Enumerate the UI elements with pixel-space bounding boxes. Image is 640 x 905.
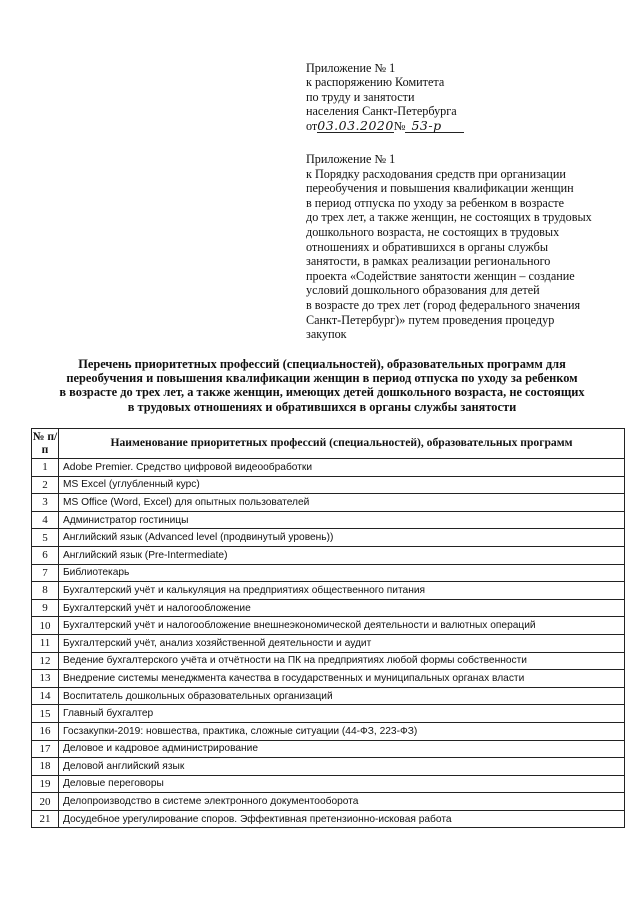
program-name: Английский язык (Advanced level (продвинутый уровень)) — [59, 529, 625, 547]
program-name: Воспитатель дошкольных образовательных организаций — [59, 687, 625, 705]
annex-2-title: Приложение № 1 — [306, 152, 396, 166]
program-name: Бухгалтерский учёт и налогообложение внешнеэкономической деятельности и валютных операций — [59, 617, 625, 635]
annex-2-line: занятости, в рамках реализации регионального — [306, 254, 551, 269]
row-number: 12 — [32, 652, 59, 670]
table-row — [32, 459, 625, 477]
table-row — [32, 775, 625, 793]
program-name: Adobe Premier. Средство цифровой видеообработки — [59, 459, 625, 477]
annex-2-line: в период отпуска по уходу за ребенком в возрасте — [306, 195, 564, 210]
program-name: Внедрение системы менеджмента качества в государственных и муниципальных органах власти — [59, 670, 625, 688]
table-row — [32, 793, 625, 811]
program-name: Деловое и кадровое администрирование — [59, 740, 625, 758]
table-body — [32, 459, 625, 828]
row-number: 7 — [32, 564, 59, 582]
table-row — [32, 617, 625, 635]
table-row — [32, 546, 625, 564]
row-number: 6 — [32, 546, 59, 564]
annex-2-line: проекта «Содействие занятости женщин – создание — [306, 268, 575, 283]
row-number: 10 — [32, 617, 59, 635]
table-row — [32, 494, 625, 512]
date-prefix: от — [306, 118, 318, 133]
handwritten-date: 03.03.2020 — [317, 117, 394, 133]
program-name: Главный бухгалтер — [59, 705, 625, 723]
table-row — [32, 758, 625, 776]
annex-2-line: Санкт-Петербург)» путем проведения процедур — [306, 312, 555, 327]
table-row — [32, 652, 625, 670]
table-row — [32, 705, 625, 723]
annex-1-date-line — [306, 119, 464, 133]
row-number: 19 — [32, 775, 59, 793]
title-line: Перечень приоритетных профессий (специальностей), образовательных программ для — [78, 357, 566, 371]
row-number: 5 — [32, 529, 59, 547]
program-name: Администратор гостиницы — [59, 511, 625, 529]
annex-1-header — [306, 61, 464, 133]
program-name: Библиотекарь — [59, 564, 625, 582]
row-number: 3 — [32, 494, 59, 512]
annex-2-line: в возрасте до трех лет (город федерального значения — [306, 297, 581, 312]
annex-2-header — [306, 152, 592, 342]
annex-2-body — [306, 167, 592, 342]
annex-1-line: к распоряжению Комитета — [306, 75, 445, 90]
row-number: 18 — [32, 758, 59, 776]
title-line: переобучения и повышения квалификации женщин в период отпуска по уходу за ребенком — [66, 371, 578, 386]
column-header-number: № п/п — [32, 429, 59, 459]
annex-1-line: населения Санкт-Петербурга — [306, 104, 457, 119]
row-number: 20 — [32, 793, 59, 811]
program-name: Досудебное урегулирование споров. Эффективная претензионно-исковая работа — [59, 810, 625, 828]
annex-2-line: условий дошкольного образования для детей — [306, 283, 540, 298]
table-row — [32, 476, 625, 494]
row-number: 14 — [32, 687, 59, 705]
annex-1-line: по труду и занятости — [306, 89, 415, 104]
table-row — [32, 564, 625, 582]
annex-2-line: дошкольного возраста, не состоящих в трудовых — [306, 224, 560, 239]
table-row — [32, 529, 625, 547]
annex-2-line: отношениях и обратившихся в органы службы — [306, 239, 549, 254]
row-number: 4 — [32, 511, 59, 529]
table-row — [32, 634, 625, 652]
row-number: 13 — [32, 670, 59, 688]
table-row — [32, 582, 625, 600]
annex-2-line: к Порядку расходования средств при организации — [306, 166, 566, 181]
handwritten-number: 53-р — [405, 120, 463, 133]
annex-1-title: Приложение № 1 — [306, 61, 396, 75]
table-row — [32, 670, 625, 688]
program-name: Бухгалтерский учёт и калькуляция на предприятиях общественного питания — [59, 582, 625, 600]
program-name: MS Excel (углубленный курс) — [59, 476, 625, 494]
table-row — [32, 511, 625, 529]
table-row — [32, 740, 625, 758]
title-line: в трудовых отношениях и обратившихся в органы службы занятости — [127, 399, 517, 414]
row-number: 16 — [32, 722, 59, 740]
annex-2-line: закупок — [306, 327, 347, 342]
program-name: Делопроизводство в системе электронного документооборота — [59, 793, 625, 811]
program-name: MS Office (Word, Excel) для опытных пользователей — [59, 494, 625, 512]
document-title — [22, 357, 622, 414]
program-name: Деловой английский язык — [59, 758, 625, 776]
row-number: 8 — [32, 582, 59, 600]
number-prefix: № — [393, 118, 406, 133]
table-row — [32, 599, 625, 617]
program-name: Госзакупки-2019: новшества, практика, сложные ситуации (44-ФЗ, 223-ФЗ) — [59, 722, 625, 740]
row-number: 15 — [32, 705, 59, 723]
program-name: Бухгалтерский учёт, анализ хозяйственной деятельности и аудит — [59, 634, 625, 652]
row-number: 11 — [32, 634, 59, 652]
table-header-row — [32, 429, 625, 459]
title-line: в возрасте до трех лет, а также женщин, имеющих детей дошкольного возраста, не состоящих — [59, 385, 585, 400]
row-number: 1 — [32, 459, 59, 477]
program-name: Ведение бухгалтерского учёта и отчётности на ПК на предприятиях любой формы собственности — [59, 652, 625, 670]
professions-table — [31, 428, 625, 828]
program-name: Деловые переговоры — [59, 775, 625, 793]
row-number: 21 — [32, 810, 59, 828]
row-number: 9 — [32, 599, 59, 617]
table-row — [32, 687, 625, 705]
annex-2-line: до трех лет, а также женщин, не состоящих в трудовых — [306, 210, 592, 225]
table-row — [32, 722, 625, 740]
column-header-name: Наименование приоритетных профессий (специальностей), образовательных программ — [59, 429, 625, 459]
program-name: Бухгалтерский учёт и налогообложение — [59, 599, 625, 617]
row-number: 17 — [32, 740, 59, 758]
annex-2-line: переобучения и повышения квалификации женщин — [306, 181, 574, 196]
program-name: Английский язык (Pre-Intermediate) — [59, 546, 625, 564]
table-row — [32, 810, 625, 828]
row-number: 2 — [32, 476, 59, 494]
